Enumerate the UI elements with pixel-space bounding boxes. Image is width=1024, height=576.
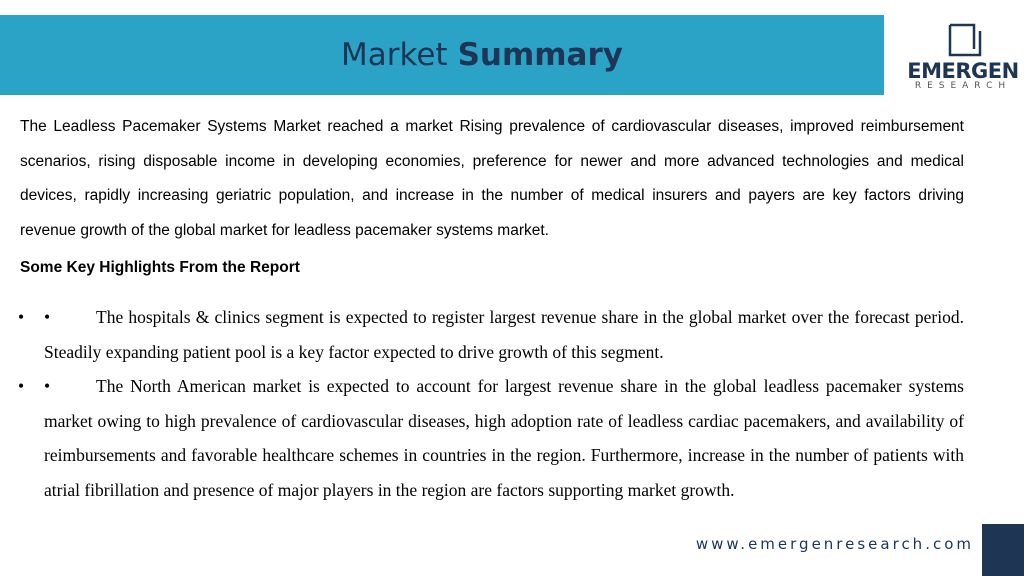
list-item (0, 369, 964, 507)
highlights-heading: Some Key Highlights From the Report (20, 259, 300, 276)
page-title-light: Market (341, 37, 448, 73)
page-title-bold: Summary (457, 37, 623, 73)
intro-paragraph: The Leadless Pacemaker Systems Market reached a market Rising prevalence of cardiovascular diseases, improved reimbursement scenarios, rising disposable income in developing economies, preference for newer and more advanced technologies and medical devices, rapidly increasing geriatric population, and increase in the number of medical insurers and payers are key factors driving revenue growth of the global market for leadless pacemaker systems market. (20, 118, 964, 239)
bullet-marker: • (18, 376, 25, 396)
logo-name: EMERGEN (907, 59, 1019, 83)
footer-url[interactable]: www.emergenresearch.com (695, 535, 974, 553)
emergen-logo (905, 22, 1020, 94)
highlight-text: The hospitals & clinics segment is expected to register largest revenue share in the global market over the forecast period. Steadily expanding patient pool is a key factor expected to drive growth of this segment. (44, 307, 964, 362)
list-item (0, 300, 964, 369)
highlight-text: The North American market is expected to account for largest revenue share in the global leadless pacemaker systems market owing to high prevalence of cardiovascular diseases, high adoption rate of leadless cardiac pacemakers, and availability of reimbursements and favorable healthcare schemes in countries in the region. Furthermore, increase in the number of patients with atrial fibrillation and presence of major players in the region are factors supporting market growth. (44, 376, 964, 500)
bullet-marker-inner: • (44, 307, 51, 327)
page-title (0, 15, 964, 95)
square-bracket-logo-icon (947, 22, 983, 58)
bullet-marker-inner: • (44, 376, 51, 396)
corner-accent (982, 524, 1024, 576)
highlights-list (0, 300, 964, 507)
bullet-marker: • (18, 307, 25, 327)
logo-subtitle: RESEARCH (914, 81, 1012, 91)
